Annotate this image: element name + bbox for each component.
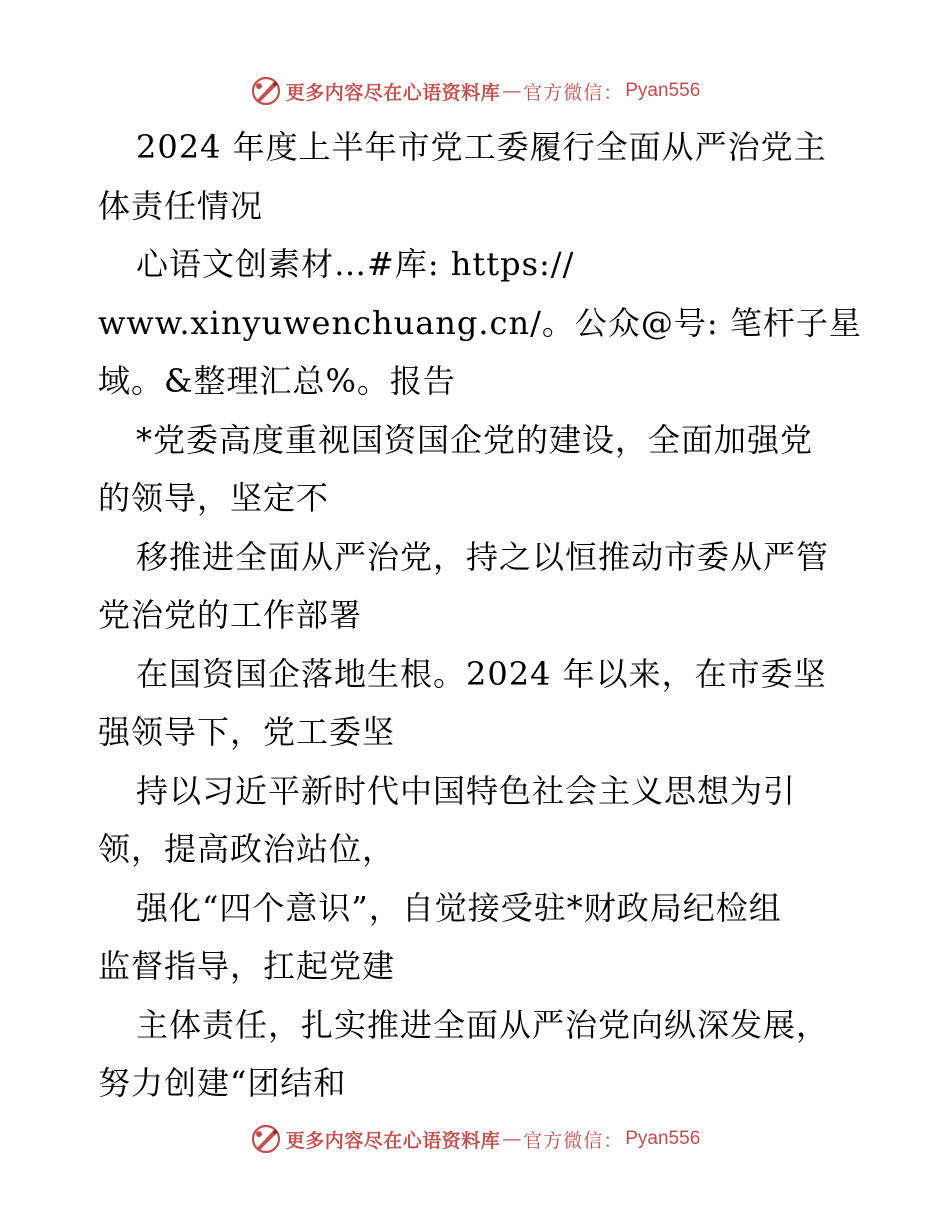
text-line: 监督指导，扛起党建	[98, 947, 396, 985]
pen-logo-icon	[250, 1123, 282, 1155]
watermark-official-label: 官方微信：	[523, 81, 624, 104]
watermark-official-label: 官方微信：	[523, 1129, 624, 1152]
text-line: *党委高度重视国资国企党的建设，全面加强党	[136, 420, 814, 459]
text-line: 在国资国企落地生根。2024 年以来，在市委坚	[136, 654, 827, 693]
text-line: 领，提高政治站位，	[98, 830, 396, 868]
watermark-text: 更多内容尽在心语资料库	[285, 1129, 501, 1152]
text-line: 心语文创素材…#库: https://	[136, 245, 575, 283]
document-body	[98, 118, 868, 1113]
text-line: www.xinyuwenchuang.cn/。公众@号: 笔杆子星	[98, 303, 862, 342]
watermark-account-id: Pyan556	[625, 80, 701, 101]
text-line: 移推进全面从严治党，持之以恒推动市委从严管	[136, 537, 830, 576]
text-line: 党治党的工作部署	[98, 596, 363, 634]
header-watermark	[0, 71, 950, 111]
pen-logo-icon	[250, 75, 282, 107]
watermark-separator: —	[502, 80, 522, 102]
watermark-text: 更多内容尽在心语资料库	[285, 81, 501, 104]
text-line: 的领导，坚定不	[98, 479, 330, 517]
footer-watermark	[0, 1119, 950, 1159]
text-line: 域。&整理汇总%。报告	[98, 362, 456, 400]
text-line: 强化“四个意识”，自觉接受驻*财政局纪检组	[136, 888, 782, 927]
watermark-separator: —	[502, 1128, 522, 1150]
text-line: 2024 年度上半年市党工委履行全面从严治党主	[136, 128, 827, 166]
text-line: 努力创建“团结和	[98, 1064, 347, 1102]
text-line: 体责任情况	[98, 186, 264, 225]
text-line: 强领导下，党工委坚	[98, 713, 396, 751]
text-line: 主体责任，扎实推进全面从严治党向纵深发展，	[136, 1005, 830, 1044]
text-line: 持以习近平新时代中国特色社会主义思想为引	[136, 771, 797, 810]
watermark-account-id: Pyan556	[625, 1128, 701, 1149]
